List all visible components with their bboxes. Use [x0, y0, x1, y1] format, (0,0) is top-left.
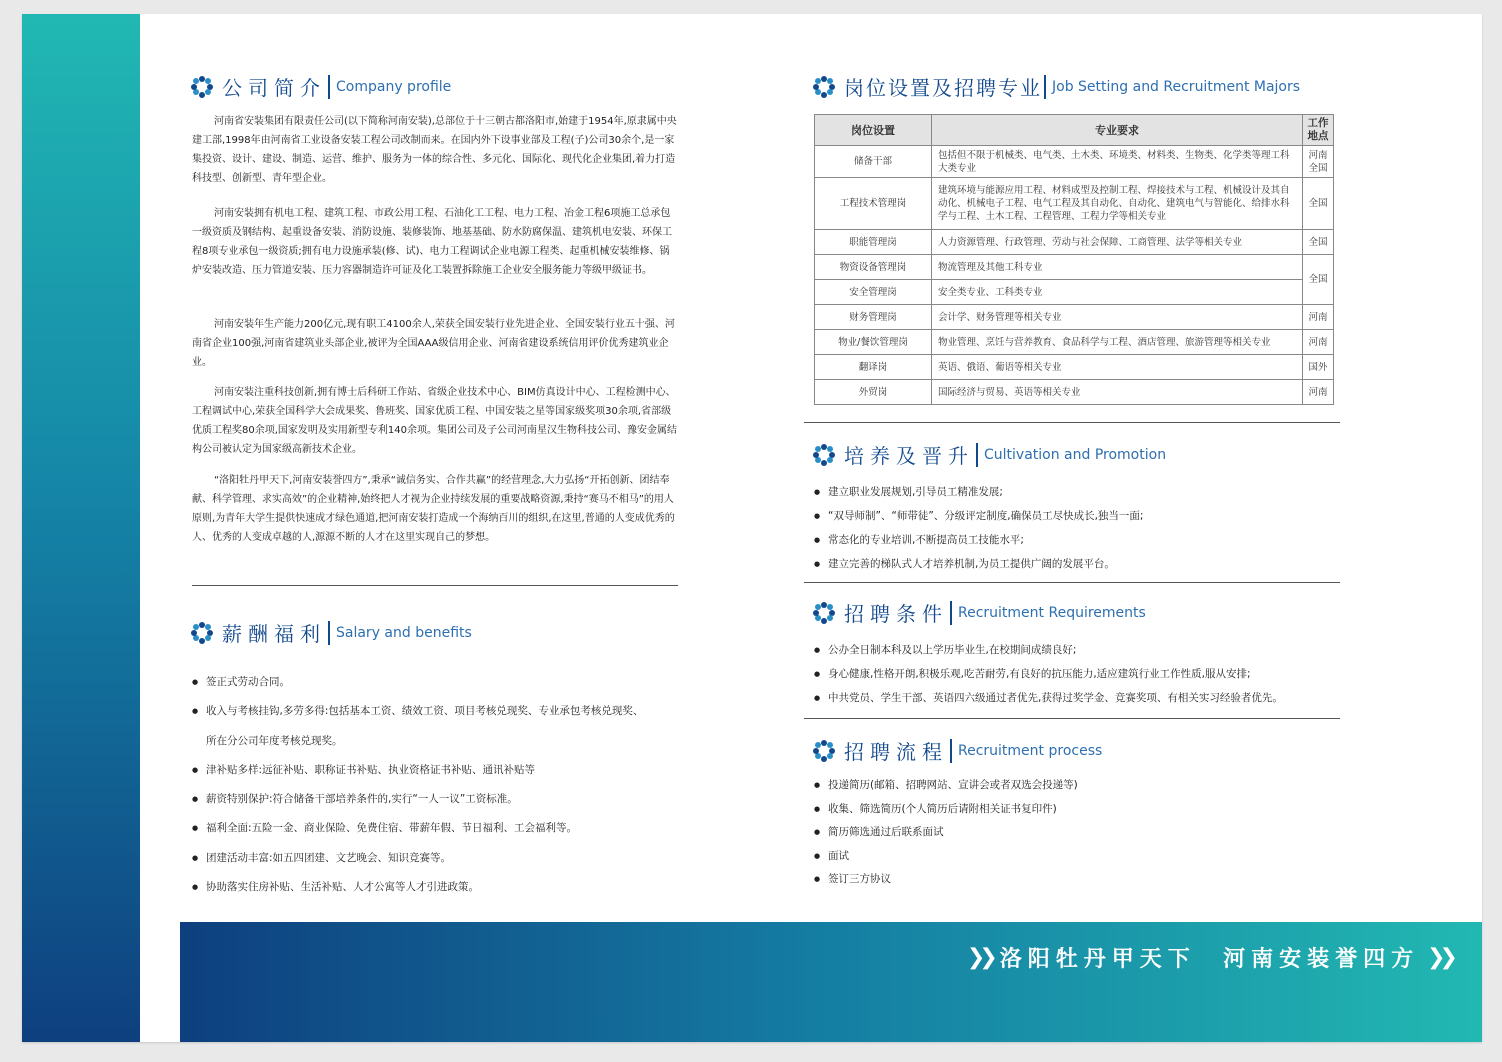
- list-item: ● 收入与考核挂钩,多劳多得:包括基本工资、绩效工资、项目考核兑现奖、专业承包考核兑现奖、: [192, 697, 643, 726]
- header-location: 工作地点: [1303, 115, 1334, 146]
- cell-requirement: 物业管理、烹饪与营养教育、食品科学与工程、酒店管理、旅游管理等相关专业: [932, 330, 1303, 355]
- table-row: [815, 305, 1334, 330]
- flower-icon: [812, 601, 836, 625]
- table-row: [815, 355, 1334, 380]
- title-divider: [328, 75, 330, 99]
- section-divider: [804, 718, 1340, 719]
- company-title-en: Company profile: [336, 78, 452, 95]
- cell-requirement: 人力资源管理、行政管理、劳动与社会保障、工商管理、法学等相关专业: [932, 230, 1303, 255]
- company-paragraph: 河南安装注重科技创新,拥有博士后科研工作站、省级企业技术中心、BIM仿真设计中心、工程检测中心、工程调试中心,荣获全国科学大会成果奖、鲁班奖、国家优质工程、中国安装之星等国家级奖项30余项,省部级优质工程奖80余项,国家发明及实用新型专利140余项。集团公司及子公司河南星汉生物科技公司、豫安金属结构公司被认定为国家级高新技术企业。: [192, 387, 677, 455]
- cell-requirement: 国际经济与贸易、英语等相关专业: [932, 380, 1303, 405]
- cell-requirement: 包括但不限于机械类、电气类、土木类、环境类、材料类、生物类、化学类等理工科大类专业: [932, 146, 1303, 178]
- cell-location: 河南: [1303, 305, 1334, 330]
- cell-location: 河南: [1303, 380, 1334, 405]
- cell-requirement: 会计学、财务管理等相关专业: [932, 305, 1303, 330]
- list-item: ● 福利全面:五险一金、商业保险、免费住宿、带薪年假、节日福利、工会福利等。: [192, 814, 643, 843]
- requirements-list: [814, 638, 1283, 710]
- list-item: ● 常态化的专业培训,不断提高员工技能水平;: [814, 528, 1143, 552]
- list-item: ● 面试: [814, 845, 1078, 869]
- table-header-row: [815, 115, 1334, 146]
- list-item: ● 建立职业发展规划,引导员工精准发展;: [814, 480, 1143, 504]
- flower-icon: [190, 75, 214, 99]
- flower-icon: [812, 443, 836, 467]
- footer-slogan: 洛阳牡丹甲天下 河南安装誉四方: [999, 946, 1420, 972]
- process-list: [814, 774, 1078, 892]
- list-item: ● 中共党员、学生干部、英语四六级通过者优先,获得过奖学金、竞赛奖项、有相关实习经验者优先。: [814, 686, 1283, 710]
- salary-section-title: [190, 618, 472, 647]
- salary-list: [192, 668, 643, 902]
- header-requirement: 专业要求: [932, 115, 1303, 146]
- cell-location: 全国: [1303, 178, 1334, 230]
- table-row: [815, 380, 1334, 405]
- table-row: [815, 255, 1334, 280]
- list-item: ● 收集、筛选简历(个人简历后请附相关证书复印件): [814, 798, 1078, 822]
- salary-title-cn: 薪酬福利: [222, 622, 326, 646]
- cell-position: 翻译岗: [815, 355, 932, 380]
- cell-location: 全国: [1303, 230, 1334, 255]
- section-divider: [804, 582, 1340, 583]
- cell-requirement: 安全类专业、工科类专业: [932, 280, 1303, 305]
- list-item: ● 团建活动丰富:如五四团建、文艺晚会、知识竞赛等。: [192, 844, 643, 873]
- cell-position: 物业/餐饮管理岗: [815, 330, 932, 355]
- process-section-title: [812, 736, 1102, 765]
- cell-location: 河南全国: [1303, 146, 1334, 178]
- cell-position: 职能管理岗: [815, 230, 932, 255]
- jobs-title-cn: 岗位设置及招聘专业: [844, 76, 1042, 100]
- cell-position: 储备干部: [815, 146, 932, 178]
- cultivation-title-cn: 培养及晋升: [844, 444, 974, 468]
- list-item: ● 建立完善的梯队式人才培养机制,为员工提供广阔的发展平台。: [814, 552, 1143, 576]
- table-row: [815, 178, 1334, 230]
- salary-title-en: Salary and benefits: [336, 624, 472, 641]
- list-item: ● 公办全日制本科及以上学历毕业生,在校期间成绩良好;: [814, 638, 1283, 662]
- cell-requirement: 英语、俄语、葡语等相关专业: [932, 355, 1303, 380]
- company-paragraph: 河南安装拥有机电工程、建筑工程、市政公用工程、石油化工工程、电力工程、冶金工程6项施工总承包一级资质及钢结构、起重设备安装、消防设施、装修装饰、地基基础、防水防腐保温、建筑机电安装、环保工程8项专业承包一级资质;拥有电力设施承装(修、试)、电力工程调试企业电源工程类、起重机械安装维修、锅炉安装改造、压力管道安装、压力容器制造许可证及化工装置拆除施工企业安全服务能力等级甲级证书。: [192, 208, 672, 276]
- title-divider: [976, 443, 978, 467]
- left-gradient-band: [22, 14, 140, 1042]
- section-divider: [192, 585, 678, 586]
- title-divider: [950, 601, 952, 625]
- cell-location: 全国: [1303, 255, 1334, 305]
- process-title-cn: 招聘流程: [844, 740, 948, 764]
- company-paragraph: “洛阳牡丹甲天下,河南安装誉四方”,秉承“诚信务实、合作共赢”的经营理念,大力弘扬“开拓创新、团结奉献、科学管理、求实高效”的企业精神,始终把人才视为企业持续发展的重要战略资源,秉持“赛马不相马”的用人原则,为青年大学生提供快速成才绿色通道,把河南安装打造成一个海纳百川的组织,在这里,普通的人变成优秀的人、优秀的人变成卓越的人,源源不断的人才在这里实现自己的梦想。: [192, 475, 675, 543]
- title-divider: [328, 621, 330, 645]
- flower-icon: [190, 621, 214, 645]
- table-row: [815, 330, 1334, 355]
- cell-requirement: 建筑环境与能源应用工程、材料成型及控制工程、焊接技术与工程、机械设计及其自动化、机械电子工程、电气工程及其自动化、自动化、建筑电气与智能化、给排水科学与工程、土木工程、工程管理、工程力学等相关专业: [932, 178, 1303, 230]
- list-item: ● 签正式劳动合同。: [192, 668, 643, 697]
- cell-location: 河南: [1303, 330, 1334, 355]
- company-paragraph: 河南安装年生产能力200亿元,现有职工4100余人,荣获全国安装行业先进企业、全国安装行业五十强、河南省企业100强,河南省建筑业头部企业,被评为全国AAA级信用企业、河南省建设系统信用评价优秀建筑业企业。: [192, 319, 675, 368]
- flower-icon: [812, 75, 836, 99]
- cell-position: 财务管理岗: [815, 305, 932, 330]
- jobs-section-title: [812, 72, 1300, 101]
- title-divider: [1044, 75, 1046, 99]
- list-item: ● “双导师制”、“师带徒”、分级评定制度,确保员工尽快成长,独当一面;: [814, 504, 1143, 528]
- header-position: 岗位设置: [815, 115, 932, 146]
- cell-position: 工程技术管理岗: [815, 178, 932, 230]
- company-paragraph: 河南省安装集团有限责任公司(以下简称河南安装),总部位于十三朝古都洛阳市,始建于1954年,原隶属中央建工部,1998年由河南省工业设备安装工程公司改制而来。在国内外下设事业部及工程(子)公司30余个,是一家集投资、设计、建设、制造、运营、维护、服务为一体的综合性、多元化、国际化、现代化企业集团,着力打造科技型、创新型、青年型企业。: [192, 116, 677, 184]
- cell-requirement: 物流管理及其他工科专业: [932, 255, 1303, 280]
- list-item: ● 简历筛选通过后联系面试: [814, 821, 1078, 845]
- list-item: ● 协助落实住房补贴、生活补贴、人才公寓等人才引进政策。: [192, 873, 643, 902]
- jobs-title-en: Job Setting and Recruitment Majors: [1052, 78, 1301, 95]
- cultivation-section-title: [812, 440, 1166, 469]
- jobs-table: [814, 114, 1334, 405]
- double-chevron-right-icon: ❯❯: [1427, 945, 1452, 970]
- cell-position: 外贸岗: [815, 380, 932, 405]
- list-item: ● 身心健康,性格开朗,积极乐观,吃苦耐劳,有良好的抗压能力,适应建筑行业工作性质,服从安排;: [814, 662, 1283, 686]
- cell-position: 安全管理岗: [815, 280, 932, 305]
- list-item-continuation: 所在分公司年度考核兑现奖。: [206, 734, 343, 747]
- title-divider: [950, 739, 952, 763]
- requirements-title-cn: 招聘条件: [844, 602, 948, 626]
- list-item: ● 签订三方协议: [814, 868, 1078, 892]
- company-section-title: [190, 72, 451, 101]
- cultivation-title-en: Cultivation and Promotion: [984, 446, 1167, 463]
- requirements-title-en: Recruitment Requirements: [958, 604, 1146, 621]
- footer-slogan-wrap: [967, 942, 1452, 973]
- double-chevron-right-icon: ❯❯: [966, 945, 992, 970]
- process-title-en: Recruitment process: [958, 742, 1103, 759]
- list-item: ● 薪资特别保护:符合储备干部培养条件的,实行“一人一议”工资标准。: [192, 785, 643, 814]
- footer-banner: [180, 922, 1482, 1042]
- section-divider: [804, 422, 1340, 423]
- cultivation-list: [814, 480, 1143, 576]
- requirements-section-title: [812, 598, 1146, 627]
- table-row: [815, 146, 1334, 178]
- table-row: [815, 280, 1334, 305]
- cell-position: 物资设备管理岗: [815, 255, 932, 280]
- company-title-cn: 公司简介: [222, 76, 326, 100]
- list-item: ● 投递简历(邮箱、招聘网站、宣讲会或者双选会投递等): [814, 774, 1078, 798]
- list-item: ● 津补贴多样:远征补贴、职称证书补贴、执业资格证书补贴、通讯补贴等: [192, 756, 643, 785]
- cell-location: 国外: [1303, 355, 1334, 380]
- table-row: [815, 230, 1334, 255]
- flower-icon: [812, 739, 836, 763]
